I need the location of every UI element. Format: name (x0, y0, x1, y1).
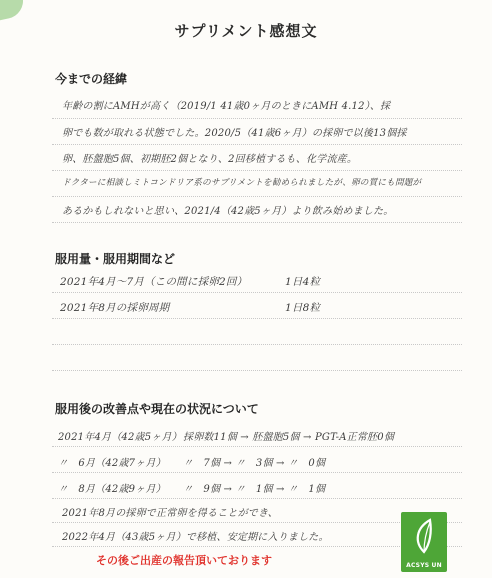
ruled-line (52, 370, 462, 371)
result-note: 2021年8月の採卵で正常卵を得ることができ、 (62, 508, 279, 519)
history-line: 卵、胚盤胞5個、初期胚2個となり、2回移植するも、化学流産。 (62, 154, 358, 165)
history-line: あるかもしれないと思い、2021/4（42歳5ヶ月）より飲み始めました。 (62, 206, 394, 217)
ruled-line (52, 292, 462, 293)
ruled-line (52, 472, 462, 473)
dosage-amount: 1日8粒 (285, 302, 321, 314)
ruled-line (52, 498, 462, 499)
ruled-line (52, 144, 462, 145)
history-line: ドクターに相談しミトコンドリア系のサプリメントを勧められましたが、卵の質にも問題が (62, 178, 422, 188)
dosage-amount: 1日4粒 (285, 276, 321, 288)
ruled-line (52, 318, 462, 319)
ruled-line (52, 118, 462, 119)
result-text: 採卵数11個 → 胚盤胞5個 → PGT-A正常胚0個 (183, 432, 395, 443)
ruled-line (52, 446, 462, 447)
ruled-line (52, 222, 462, 223)
result-date: 2021年4月（42歳5ヶ月） (58, 432, 182, 443)
dosage-period: 2021年4月〜7月（この間に採卵2回） (60, 276, 248, 288)
history-line: 年齢の割にAMHが高く（2019/1 41歳0ヶ月のときにAMH 4.12）、採 (62, 101, 391, 112)
dosage-heading: 服用量・服用期間など (55, 252, 176, 266)
delivery-report-note: その後ご出産の報告頂いております (96, 554, 272, 567)
result-date: 〃 6月（42歳7ヶ月） (58, 458, 166, 469)
logo-text: ACSYS UN (406, 562, 442, 569)
ruled-line (52, 344, 462, 345)
page-title: サプリメント感想文 (174, 22, 318, 40)
result-date: 〃 8月（42歳9ヶ月） (58, 484, 166, 495)
corner-decoration (0, 0, 26, 21)
history-line: 卵でも数が取れる状態でした。2020/5（41歳6ヶ月）の採卵で以後13個採 (62, 128, 407, 139)
brand-logo (401, 512, 447, 572)
history-heading: 今までの経緯 (55, 72, 128, 86)
dosage-period: 2021年8月の採卵周期 (60, 302, 170, 314)
ruled-line (52, 196, 462, 197)
ruled-line (52, 170, 462, 171)
result-note: 2022年4月（43歳5ヶ月）で移植、安定期に入りました。 (62, 532, 329, 543)
result-text: 〃 7個 → 〃 3個 → 〃 0個 (183, 458, 326, 469)
results-heading: 服用後の改善点や現在の状況について (55, 402, 259, 416)
result-text: 〃 9個 → 〃 1個 → 〃 1個 (183, 484, 326, 495)
leaf-icon (410, 518, 438, 554)
